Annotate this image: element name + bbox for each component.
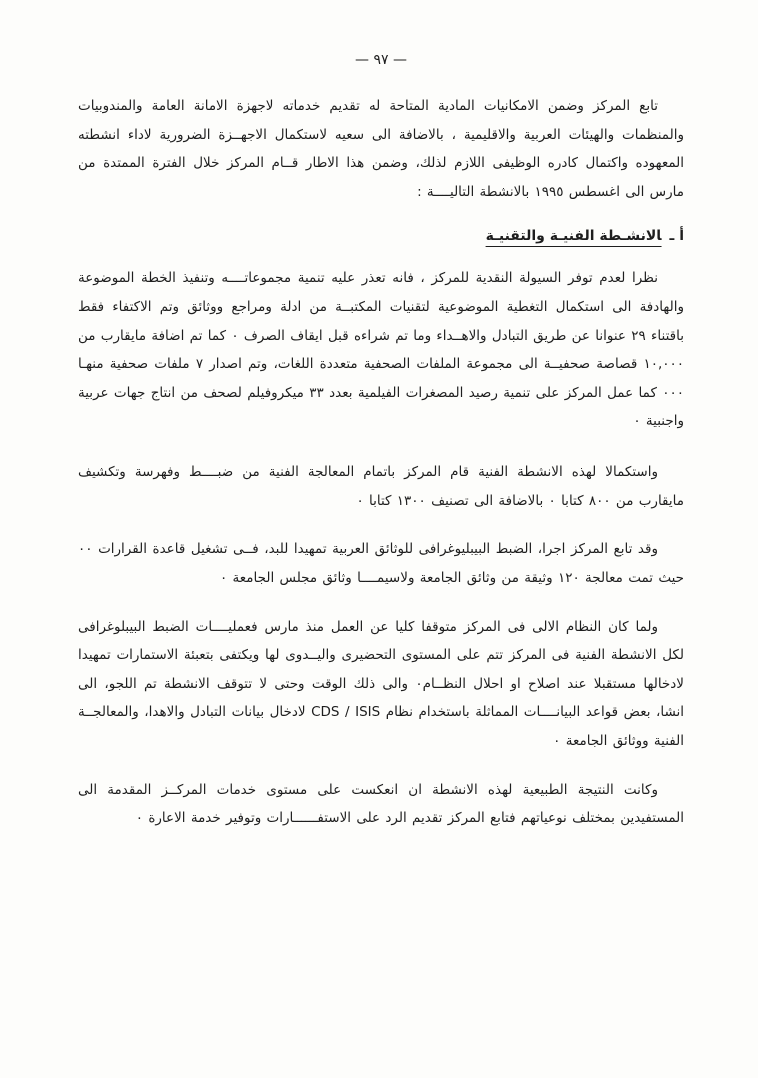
section-heading-title: الانشـطة الفنيـة والتقنيـة <box>485 228 662 245</box>
paragraph-conclusion: وكانت النتيجة الطبيعية لهذه الانشطة ان انعكست على مستوى خدمات المركــز المقدمة الى المستفيدين بمختلف نوعياتهم فتابع المركز تقديم الرد على الاستفــــــارات وتوفير خدمة الاعارة ٠ <box>78 781 684 827</box>
paragraph-cataloging: واستكمالا لهذه الانشطة الفنية قام المركز باتمام المعالجة الفنية من ضبــــط وفهرسة وتكشيف مايقارب من ٨٠٠ كتابا ٠ بالاضافة الى تصنيف ١٣٠٠ كتابا ٠ <box>78 464 684 509</box>
paragraph-collections: نظرا لعدم توفر السيولة النقدية للمركز ، فانه تعذر عليه تنمية مجموعاتــــه وتنفيذ الخطة الموضوعة والهادفة الى استكمال التغطية الموضوعية لتقنيات المكتبــة من ادلة ومراجع ووثائق وتم الاكتفاء فقط باقتناء ٢٩ عنوانا عن طريق التبادل والاهــداء وما تم شراءه قبل ايقاف الصرف ٠ كما تم اضافة مايقارب من ١٠,٠٠٠ قصاصة صحفيــة الى مجموعة الملفات الصحفية متعددة اللغات، وتم اصدار ٧ ملفات صحفية منهـا ٠٠٠ كما عمل المركز على تنمية رصيد المصغرات الفيلمية بعدد ٣٣ ميكروفيلم لصحف من انتاج جهات عربية واجنبية ٠ <box>78 270 684 430</box>
section-heading <box>78 228 684 244</box>
paragraph-intro: تابع المركز وضمن الامكانيات المادية المتاحة له تقديم خدماته لاجهزة الامانة العامة والمندوبيات والمنظمات والهيئات العربية والاقليمية ، بالاضافة الى سعيه لاستكمال الاجهــزة الضرورية لاداء انشطته المعهوده واكتمال كادره الوظيفى اللازم لذلك، وضمن هذا الاطار قــام المركز خلال الفترة الممتدة من مارس الى اغسطس ١٩٩٥ بالانشطة التاليــــة : <box>78 98 684 200</box>
paragraph-bibliographic-control: وقد تابع المركز اجرا، الضبط البيبليوغرافى للوثائق العربية تمهيدا للبد، فــى تشغيل قاعدة القرارات ٠٠ حيث تمت معالجة ١٢٠ وثيقة من وثائق الجامعة ولاسيمــــا وثائق مجلس الجامعة ٠ <box>78 541 684 586</box>
page-number: — ٩٧ — <box>355 52 407 68</box>
section-heading-prefix: أ ـ <box>669 228 684 245</box>
paragraph-system-downtime: ولما كان النظام الالى فى المركز متوقفا كليا عن العمل منذ مارس فعمليــــات الضبط البيبلوغرافى لكل الانشطة الفنية فى المركز تتم على المستوى التحضيرى واليــدوى لها ويكتفى بتعبئة الاستمارات تمهيدا لادخالها مستقبلا عند اصلاح او احلال النظــام٠ والى ذلك الوقت وحتى لا تتوقف الانشطة تم اللجو، الى انشا، بعض قواعد البيانــــات المماثلة باستخدام نظام CDS / ISIS لادخال بيانات التبادل والاهدا، والمعالجــة الفنية ووثائق الجامعة ٠ <box>78 618 684 749</box>
